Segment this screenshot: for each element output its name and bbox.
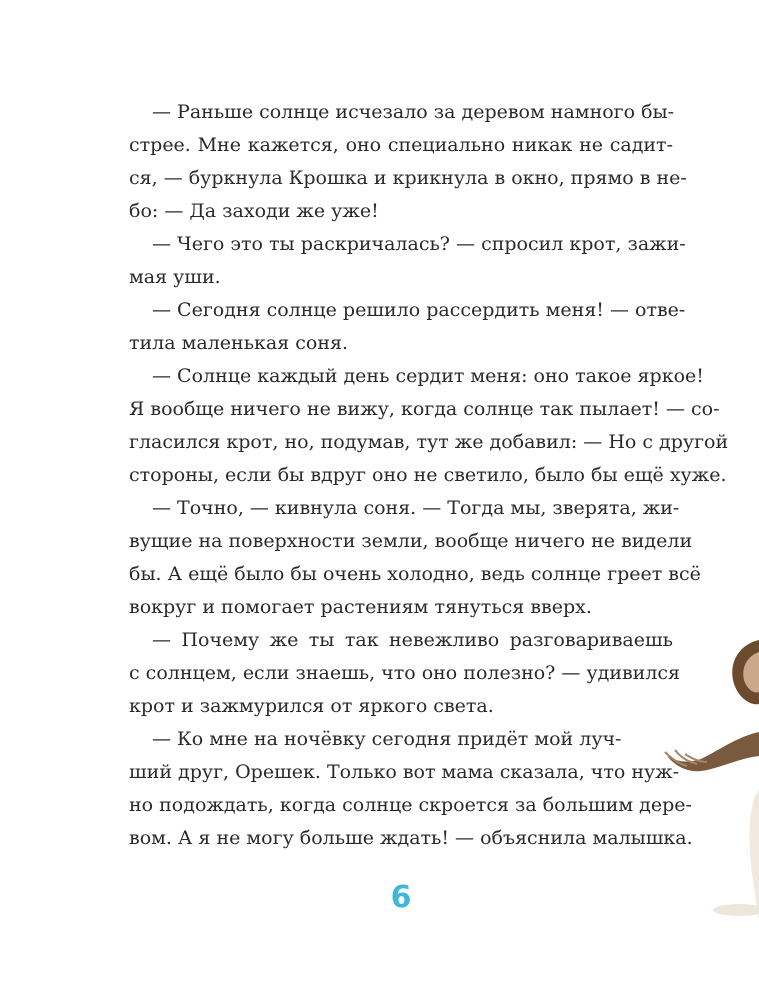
text-line: — Ко мне на ночёвку сегодня придёт мой луч-: [152, 728, 622, 750]
text-line: стороны, если бы вдруг оно не светило, было бы ещё хуже.: [129, 464, 727, 486]
animal-tail-shape: [667, 732, 759, 771]
text-line: крот и зажмурился от яркого света.: [129, 695, 494, 717]
text-line: ший друг, Орешек. Только вот мама сказала, что нуж-: [129, 761, 680, 783]
paragraph: [129, 723, 693, 855]
text-line: Я вообще ничего не вижу, когда солнце так пылает! — со-: [129, 398, 720, 420]
paragraph: [129, 96, 687, 228]
animal-body-shape: [750, 790, 759, 920]
text-line: мая уши.: [129, 266, 221, 288]
paragraph: [129, 360, 729, 492]
page-number: 6: [390, 880, 412, 915]
text-line: бы. А ещё было бы очень холодно, ведь солнце греет всё: [129, 563, 701, 585]
text-line: — Сегодня солнце решило рассердить меня! — отве-: [152, 299, 686, 321]
text-line: бо: — Да заходи же уже!: [129, 200, 379, 222]
paragraph: [129, 294, 686, 360]
text-line: — Солнце каждый день сердит меня: оно такое яркое!: [152, 365, 704, 387]
text-line: стрее. Мне кажется, оно специально никак не садит-: [129, 134, 673, 156]
text-line: гласился крот, но, подумав, тут же добавил: — Но с другой: [129, 431, 729, 453]
paragraph: [129, 492, 701, 624]
paragraph: [129, 624, 681, 723]
text-line: ся, — буркнула Крошка и крикнула в окно, прямо в не-: [129, 167, 687, 189]
dormouse-illustration: [629, 640, 759, 930]
text-line: — Чего это ты раскричалась? — спросил крот, зажи-: [152, 233, 686, 255]
text-line: вущие на поверхности земли, вообще ничего не видели: [129, 530, 693, 552]
text-line: с солнцем, если знаешь, что оно полезно? — удивился: [129, 662, 681, 684]
text-line: — Почему же ты так невежливо разговариваешь: [152, 629, 673, 651]
body-text: [129, 96, 729, 855]
text-line: но подождать, когда солнце скроется за большим дере-: [129, 794, 692, 816]
text-line: тила маленькая соня.: [129, 332, 349, 354]
text-line: — Точно, — кивнула соня. — Тогда мы, зверята, жи-: [152, 497, 680, 519]
paragraph: [129, 228, 686, 294]
text-line: вокруг и помогает растениям тянуться вверх.: [129, 596, 592, 618]
text-line: вом. А я не могу больше ждать! — объяснила малышка.: [129, 827, 693, 849]
text-line: — Раньше солнце исчезало за деревом намного бы-: [152, 101, 675, 123]
ground-shadow-shape: [713, 904, 759, 916]
